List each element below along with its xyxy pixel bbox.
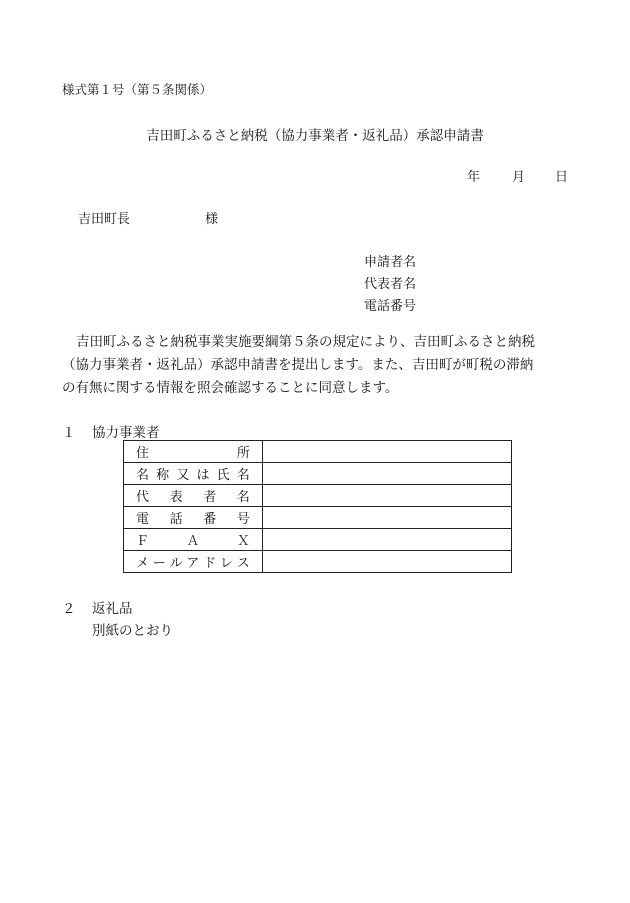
label-char: 話 (169, 512, 183, 527)
phone-field[interactable] (262, 507, 511, 529)
label-char: レ (219, 556, 233, 571)
body-line-1: 吉田町ふるさと納税事業実施要綱第５条の規定により、吉田町ふるさと納税 (76, 334, 535, 350)
label-char: ド (203, 556, 217, 571)
label-char: ス (236, 556, 250, 571)
email-label-cell (124, 551, 263, 573)
addressee-name: 吉田町長 (78, 212, 131, 227)
label-char: 名 (236, 468, 250, 483)
label-char: 又 (176, 468, 190, 483)
date-day-label: 日 (555, 170, 569, 185)
label-char: ア (186, 556, 200, 571)
date-year-label: 年 (467, 170, 481, 185)
document-title: 吉田町ふるさと納税（協力事業者・返礼品）承認申請書 (146, 128, 484, 144)
applicant-block (364, 252, 416, 318)
applicant-name-label: 申請者名 (364, 255, 417, 270)
name-label-cell (124, 463, 263, 485)
label-char: 名 (136, 468, 150, 483)
body-paragraph (62, 331, 582, 400)
fax-label-cell (124, 529, 263, 551)
phone-number-label: 電話番号 (364, 299, 417, 314)
body-line-3: の有無に関する情報を照会確認することに同意します。 (62, 380, 399, 396)
table-row (124, 507, 512, 529)
label-char: 住 (136, 446, 150, 461)
label-char: ー (152, 556, 166, 571)
partner-info-table (123, 440, 512, 573)
label-char: Ｆ (136, 534, 150, 549)
email-label (136, 552, 250, 571)
fax-field[interactable] (262, 529, 511, 551)
label-char: 称 (156, 468, 170, 483)
label-char: 氏 (216, 468, 230, 483)
label-char: メ (136, 556, 150, 571)
form-number: 様式第１号（第５条関係） (62, 82, 213, 97)
phone-label-cell (124, 507, 263, 529)
label-char: は (196, 468, 210, 483)
name-field[interactable] (262, 463, 511, 485)
section-1-title: 協力事業者 (92, 425, 160, 441)
label-char: 所 (236, 446, 250, 461)
label-char: ル (169, 556, 183, 571)
phone-label (136, 508, 250, 527)
section-2-number: ２ (62, 601, 76, 617)
label-char: Ａ (186, 534, 200, 549)
address-label (136, 442, 250, 461)
section-2-detail: 別紙のとおり (92, 623, 173, 639)
table-row (124, 485, 512, 507)
representative-name-label: 代表者名 (364, 277, 417, 292)
table-row (124, 463, 512, 485)
section-1-number: １ (62, 425, 76, 441)
label-char: Ｘ (236, 534, 250, 549)
representative-label-cell (124, 485, 263, 507)
table-row (124, 441, 512, 463)
label-char: 者 (203, 490, 217, 505)
addressee-honorific: 様 (205, 212, 219, 227)
label-char: 号 (236, 512, 250, 527)
date-month-label: 月 (512, 170, 526, 185)
fax-label (136, 530, 250, 549)
section-2-heading (62, 597, 133, 617)
email-field[interactable] (262, 551, 511, 573)
label-char: 表 (169, 490, 183, 505)
label-char: 電 (136, 512, 150, 527)
representative-label (136, 486, 250, 505)
table-row (124, 529, 512, 551)
section-1-heading (62, 421, 160, 441)
address-field[interactable] (262, 441, 511, 463)
body-line-2: （協力事業者・返礼品）承認申請書を提出します。また、吉田町が町税の滞納 (62, 357, 534, 373)
label-char: 名 (236, 490, 250, 505)
label-char: 番 (203, 512, 217, 527)
table-row (124, 551, 512, 573)
representative-field[interactable] (262, 485, 511, 507)
address-label-cell (124, 441, 263, 463)
label-char: 代 (136, 490, 150, 505)
section-2-title: 返礼品 (92, 601, 133, 617)
name-label (136, 464, 250, 483)
